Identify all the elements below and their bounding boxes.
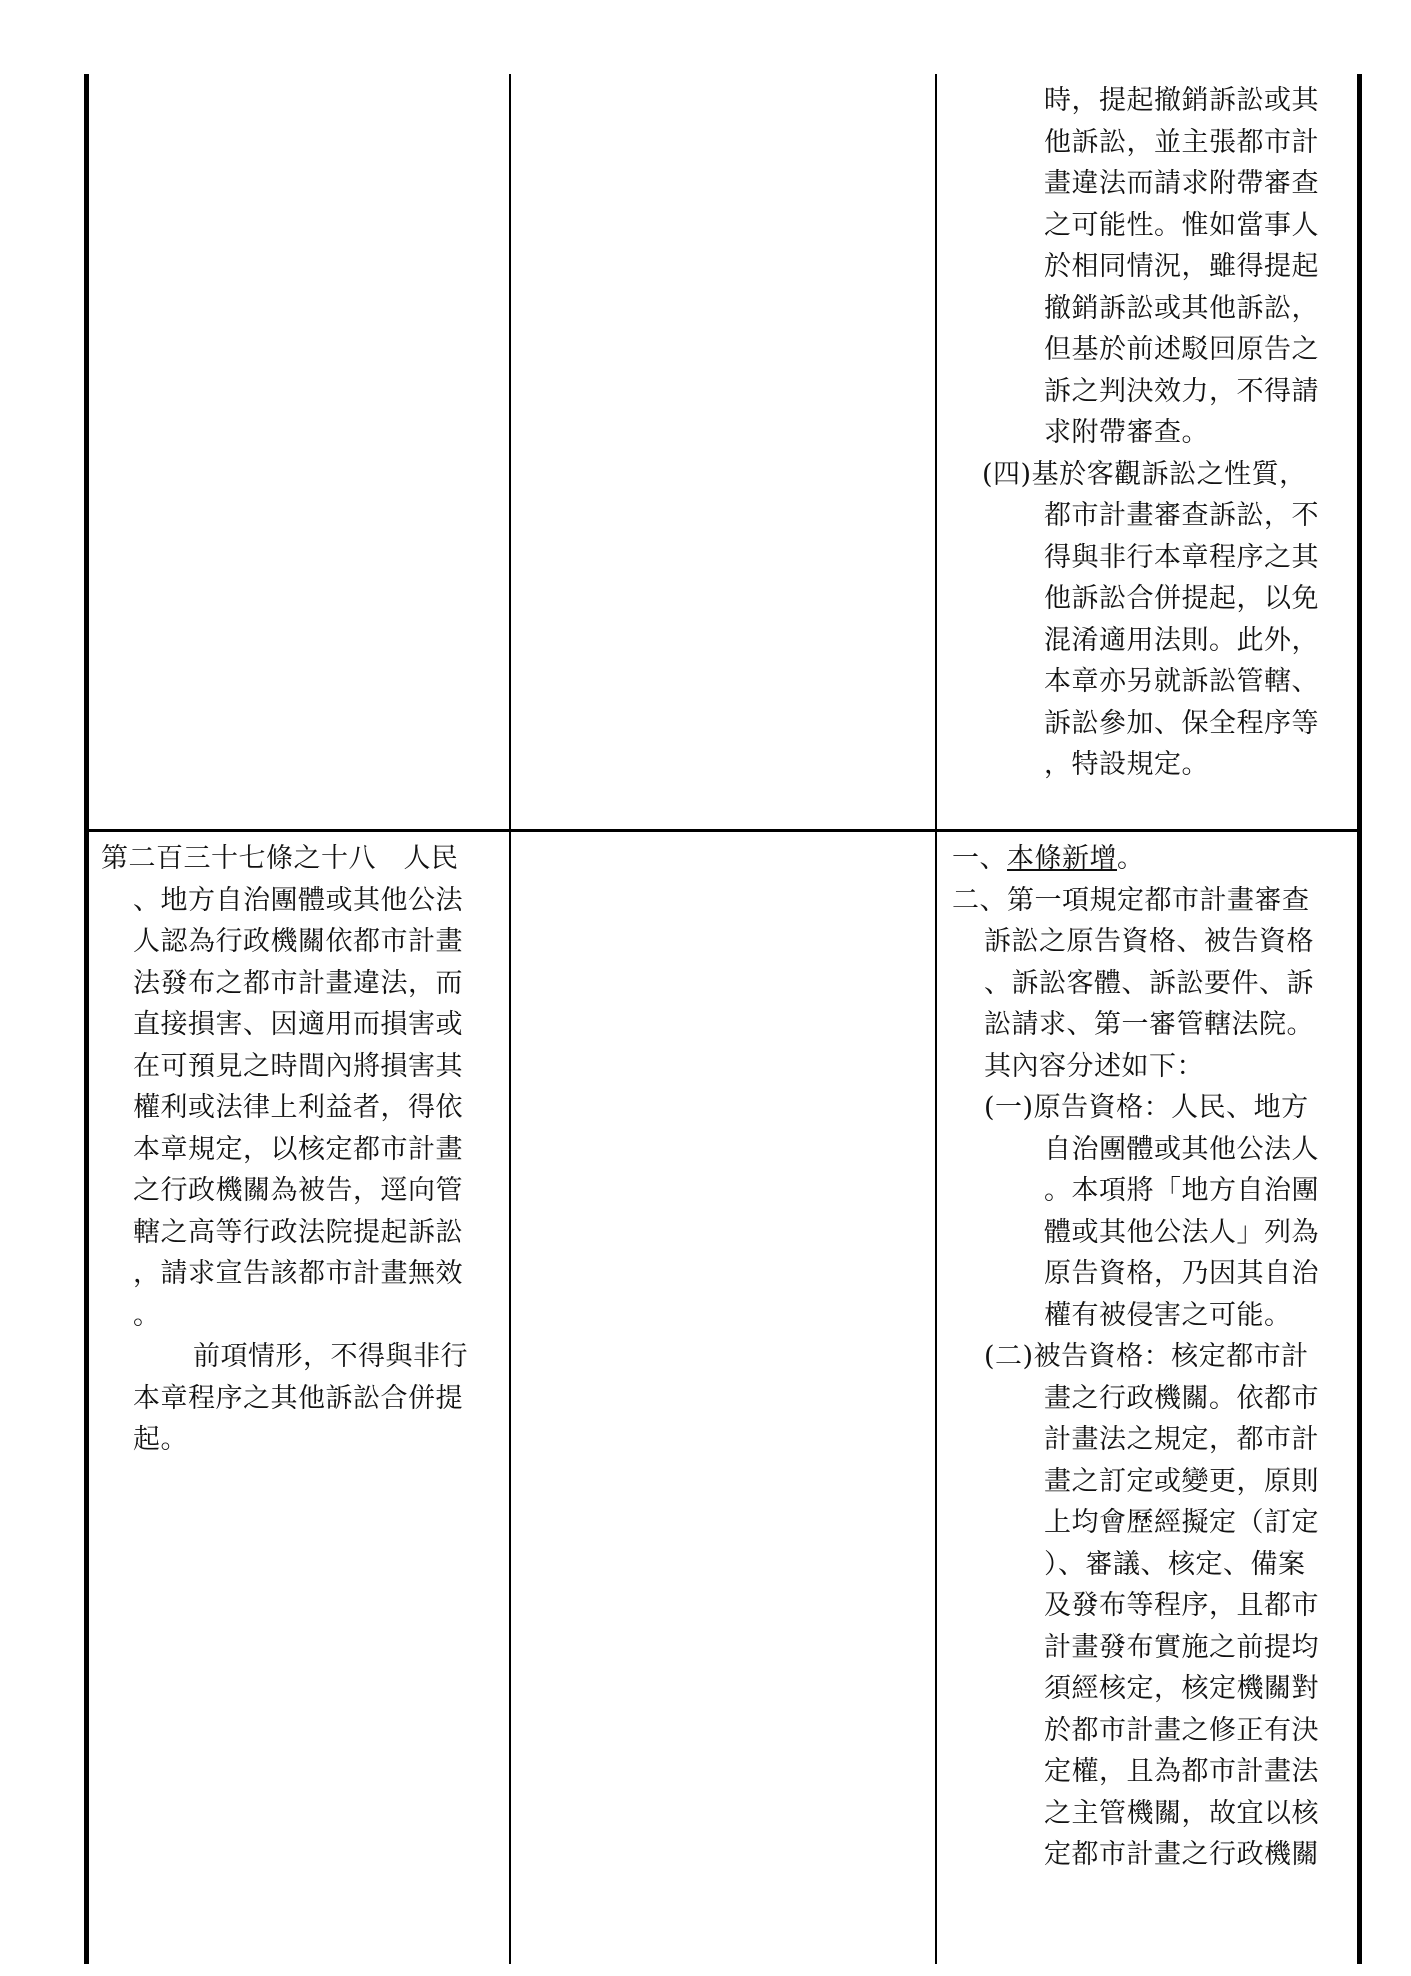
text-line: 混淆適用法則。此外， xyxy=(1044,624,1319,656)
text-line: 本章亦另就訴訟管轄、 xyxy=(1044,666,1319,697)
table-column-divider-1 xyxy=(509,74,511,1964)
text-line: 畫之行政機關。依都市 xyxy=(1044,1382,1319,1414)
text-line: 訴訟參加、保全程序等 xyxy=(1044,707,1319,739)
text-line: 撤銷訴訟或其他訴訟， xyxy=(1044,292,1319,324)
text-line: 及發布等程序，且都市 xyxy=(1044,1590,1319,1621)
text-line: 訟請求、第一審管轄法院。 xyxy=(984,1009,1314,1040)
text-line: 體或其他公法人」列為 xyxy=(1044,1216,1319,1248)
point-2-heading: 二、第一項規定都市計畫審查 xyxy=(952,884,1310,916)
text-line: 原告資格，乃因其自治 xyxy=(1044,1258,1319,1289)
sub-item-2-continuation xyxy=(952,1378,1354,1876)
text-line: 。 xyxy=(133,1299,161,1331)
sub-item-1-continuation xyxy=(952,1129,1354,1337)
text-line: 畫之訂定或變更，原則 xyxy=(1044,1465,1319,1497)
text-line: 權利或法律上利益者，得依 xyxy=(133,1092,463,1123)
point-1-suffix: 。 xyxy=(1117,843,1145,874)
text-line: 都市計畫審查訴訟，不 xyxy=(1044,500,1319,531)
text-line: 他訴訟合併提起，以免 xyxy=(1044,583,1319,614)
text-line: 轄之高等行政法院提起訴訟 xyxy=(133,1216,463,1248)
text-line: 本章規定，以核定都市計畫 xyxy=(133,1133,463,1165)
article-paragraph-1 xyxy=(101,880,505,1337)
text-line: ）、審議、核定、備案 xyxy=(1044,1548,1306,1580)
article-heading: 第二百三十七條之十八 人民 xyxy=(101,843,459,874)
text-line: 計畫法之規定，都市計 xyxy=(1044,1424,1319,1455)
text-line: 本章程序之其他訴訟合併提 xyxy=(133,1382,463,1414)
text-line: 但基於前述駁回原告之 xyxy=(1044,334,1319,365)
table-row-divider xyxy=(84,829,1362,832)
explanation-cell-top xyxy=(982,80,1354,786)
text-line: 得與非行本章程序之其 xyxy=(1044,541,1319,573)
text-line: 求附帶審查。 xyxy=(1044,417,1209,448)
text-line: ，特設規定。 xyxy=(1044,749,1209,780)
point-1-prefix: 一、 xyxy=(952,843,1007,874)
item4-heading: (四)基於客觀訴訟之性質， xyxy=(982,458,1307,490)
explanation-cell-bottom xyxy=(952,838,1354,1876)
text-line: 須經核定，核定機關對 xyxy=(1044,1673,1319,1704)
text-line: 人認為行政機關依都市計畫 xyxy=(133,926,463,957)
text-line: 權有被侵害之可能。 xyxy=(1044,1299,1292,1331)
text-line: 、地方自治團體或其他公法 xyxy=(133,884,463,916)
table-column-divider-2 xyxy=(935,74,937,1964)
text-line: 其內容分述如下： xyxy=(984,1050,1204,1082)
text-line: 自治團體或其他公法人 xyxy=(1044,1133,1319,1165)
point-2-continuation xyxy=(952,921,1354,1087)
text-line: 之行政機關為被告，逕向管 xyxy=(133,1175,463,1206)
text-line: 。本項將「地方自治團 xyxy=(1044,1175,1319,1206)
item3-continuation xyxy=(982,80,1354,454)
text-line: ，請求宣告該都市計畫無效 xyxy=(133,1258,463,1289)
text-line: 於相同情況，雖得提起 xyxy=(1044,251,1319,282)
text-line: 起。 xyxy=(133,1424,188,1455)
text-line: 訴訟之原告資格、被告資格 xyxy=(984,926,1314,957)
text-line: 之可能性。惟如當事人 xyxy=(1044,209,1319,241)
text-line: 於都市計畫之修正有決 xyxy=(1044,1714,1319,1746)
text-line: 訴之判決效力，不得請 xyxy=(1044,375,1319,407)
article-cell xyxy=(101,838,505,1461)
item4-continuation xyxy=(982,495,1354,786)
sub-item-1-heading: (一)原告資格：人民、地方 xyxy=(984,1092,1309,1123)
table-right-border xyxy=(1357,74,1362,1964)
text-line: 定權，且為都市計畫法 xyxy=(1044,1756,1319,1787)
text-line: 之主管機關，故宜以核 xyxy=(1044,1797,1319,1829)
text-line: 他訴訟，並主張都市計 xyxy=(1044,126,1319,158)
text-line: 直接損害、因適用而損害或 xyxy=(133,1009,463,1040)
point-1-underlined: 本條新增 xyxy=(1007,843,1117,874)
article-paragraph-2 xyxy=(101,1378,505,1461)
text-line: 畫違法而請求附帶審查 xyxy=(1044,168,1319,199)
text-line: 時，提起撤銷訴訟或其 xyxy=(1044,85,1319,116)
text-line: 計畫發布實施之前提均 xyxy=(1044,1631,1319,1663)
text-line: 在可預見之時間內將損害其 xyxy=(133,1050,463,1082)
text-line: 法發布之都市計畫違法，而 xyxy=(133,967,463,999)
text-line: 定都市計畫之行政機關 xyxy=(1044,1839,1319,1870)
point-1 xyxy=(952,838,1354,880)
sub-item-2-heading: (二)被告資格：核定都市計 xyxy=(984,1341,1309,1372)
table-left-border xyxy=(84,74,89,1964)
article-paragraph-2-first: 前項情形，不得與非行 xyxy=(193,1341,468,1372)
text-line: 、訴訟客體、訴訟要件、訴 xyxy=(984,967,1314,999)
text-line: 上均會歷經擬定（訂定 xyxy=(1044,1507,1319,1538)
